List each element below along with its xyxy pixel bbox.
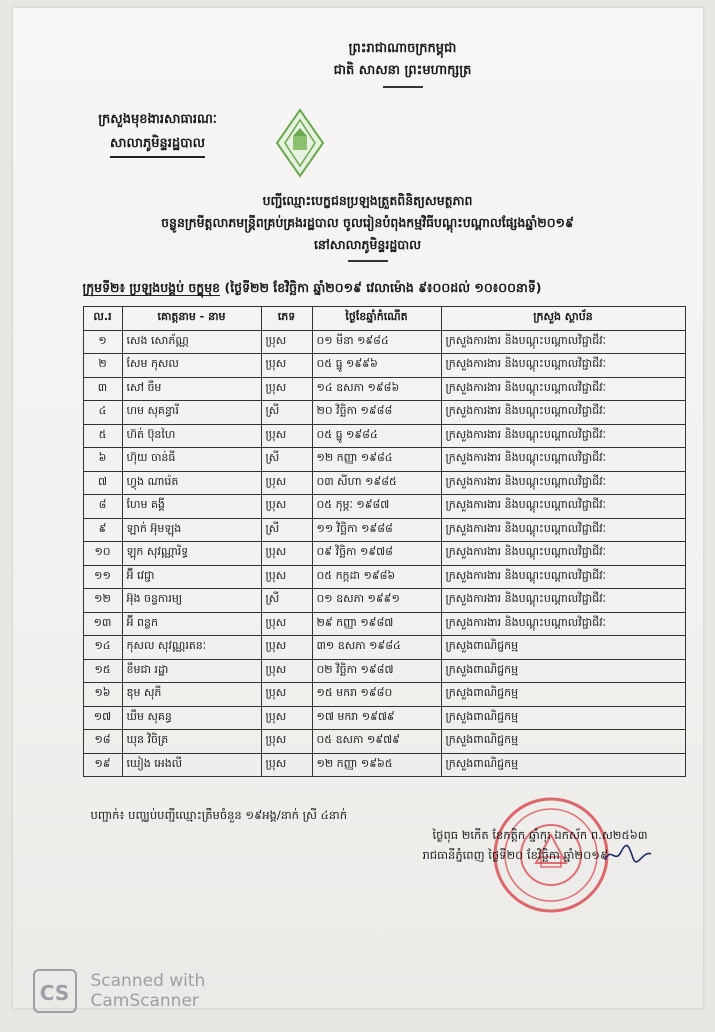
cell-name: ហម សុគន្ធារី: [122, 401, 261, 425]
cell-institution: ក្រសួងការងារ និងបណ្តុះបណ្តាលវិជ្ជាជីវៈ: [441, 495, 685, 519]
cell-dob: ១១ វិច្ឆិកា ១៩៨៨: [312, 518, 441, 542]
cell-dob: ៣១ ឧសភា ១៩៨៤: [312, 636, 441, 660]
candidate-table: [83, 306, 686, 777]
table-row: [83, 683, 685, 707]
cell-name: ឡុក សុវណ្ណារិទ្ធ: [122, 542, 261, 566]
cell-dob: ០៥ ធ្នូ ១៩៨៤: [312, 424, 441, 448]
cell-sex: ប្រុស: [261, 424, 312, 448]
cell-name: សៅ ចឹម: [122, 377, 261, 401]
school-name: សាលាភូមិន្ទរដ្ឋបាល: [110, 132, 205, 158]
cell-institution: ក្រសួងការងារ និងបណ្តុះបណ្តាលវិជ្ជាជីវៈ: [441, 354, 685, 378]
cell-dob: ០៣ សីហា ១៩៨៥: [312, 471, 441, 495]
header-name: គោត្តនាម - នាម: [122, 307, 261, 331]
cell-sex: ប្រុស: [261, 753, 312, 777]
group-detail: (ថ្ងៃទី២២ ខែវិច្ឆិកា ឆ្នាំ២០១៩ វេលាម៉ោង ៩៖០០ដល់ ១០៖០០នាទី): [220, 280, 542, 295]
table-row: [83, 330, 685, 354]
cell-name: ហ៊ុយ ចាន់ធី: [122, 448, 261, 472]
table-row: [83, 730, 685, 754]
cell-institution: ក្រសួងពាណិជ្ជកម្ម: [441, 683, 685, 707]
cell-sex: ប្រុស: [261, 495, 312, 519]
lunar-date: ថ្ងៃពុធ ២កើត ខែកត្តិក ឆ្នាំកុរ ឯកស័ក ព.ស២៥៦៣: [432, 828, 648, 842]
table-row: [83, 706, 685, 730]
table-row: [83, 753, 685, 777]
header-sex: ភេទ: [261, 307, 312, 331]
header-ornament: [383, 84, 423, 90]
cell-name: សេង សោភ័ណ្ណ: [122, 330, 261, 354]
cell-name: ឡាក់ អ៊ុមឡុង: [122, 518, 261, 542]
cell-sex: ប្រុស: [261, 683, 312, 707]
ministry-name: ក្រសួងមុខងារសាធារណៈ: [98, 112, 217, 127]
cell-name: ខឹមជា រដ្ឋា: [122, 659, 261, 683]
camscanner-watermark: [33, 965, 263, 1015]
kingdom-title: ព្រះរាជាណាចក្រកម្ពុជា: [348, 41, 457, 56]
table-row: [83, 636, 685, 660]
cell-no: ១៤: [83, 636, 122, 660]
watermark-line-1: Scanned with: [90, 971, 206, 991]
cell-institution: ក្រសួងពាណិជ្ជកម្ម: [441, 636, 685, 660]
cell-institution: ក្រសួងពាណិជ្ជកម្ម: [441, 730, 685, 754]
cell-no: ១៩: [83, 753, 122, 777]
signature-icon: [603, 842, 653, 866]
table-row: [83, 377, 685, 401]
note: បញ្ជាក់៖ បញ្ឈប់បញ្ជីឈ្មោះត្រឹមចំនួន ១៩អង្គ/នាក់ ស្រី ៤នាក់: [90, 808, 348, 822]
cell-dob: ១២ កញ្ញា ១៩៨៤: [312, 448, 441, 472]
cell-dob: ០៥ ឧសភា ១៩៧៩: [312, 730, 441, 754]
ministry-block: [58, 108, 258, 158]
cell-no: ៩: [83, 518, 122, 542]
cell-no: ៣: [83, 377, 122, 401]
cell-name: ឃុន វិចិត្រ: [122, 730, 261, 754]
cell-sex: ស្រី: [261, 401, 312, 425]
cell-dob: ០១ ឧសភា ១៩៩១: [312, 589, 441, 613]
cell-sex: ប្រុស: [261, 612, 312, 636]
cell-no: ៨: [83, 495, 122, 519]
cell-institution: ក្រសួងការងារ និងបណ្តុះបណ្តាលវិជ្ជាជីវៈ: [441, 448, 685, 472]
document-page: [13, 8, 703, 1011]
document-title: [73, 190, 663, 262]
title-ornament: [348, 260, 388, 262]
table-row: [83, 542, 685, 566]
cell-dob: ១៥ មករា ១៩៨០: [312, 683, 441, 707]
cell-sex: ស្រី: [261, 448, 312, 472]
cell-dob: ០៩ វិច្ឆិកា ១៩៧៨: [312, 542, 441, 566]
cell-dob: ២៩ កញ្ញា ១៩៨៧: [312, 612, 441, 636]
cell-name: កុសល សុវណ្ណរតនៈ: [122, 636, 261, 660]
cell-dob: ០១ មីនា ១៩៨៤: [312, 330, 441, 354]
cell-institution: ក្រសួងការងារ និងបណ្តុះបណ្តាលវិជ្ជាជីវៈ: [441, 471, 685, 495]
cell-name: អ៊ី ពន្លក: [122, 612, 261, 636]
cell-name: សែម កុសល: [122, 354, 261, 378]
issue-date: រាជធានីភ្នំពេញ ថ្ងៃទី២០ ខែវិច្ឆិកា ឆ្នាំ២០១៩: [422, 848, 609, 862]
cell-sex: ប្រុស: [261, 706, 312, 730]
cell-no: ១១: [83, 565, 122, 589]
school-logo-icon: [275, 108, 325, 178]
table-row: [83, 612, 685, 636]
kingdom-header: [253, 38, 553, 90]
table-row: [83, 448, 685, 472]
table-row: [83, 424, 685, 448]
cell-sex: ប្រុស: [261, 636, 312, 660]
cell-dob: ២០ វិច្ឆិកា ១៩៨៨: [312, 401, 441, 425]
cell-no: ៧: [83, 471, 122, 495]
table-row: [83, 471, 685, 495]
cell-dob: ០២ វិច្ឆិកា ១៩៨៧: [312, 659, 441, 683]
table-row: [83, 401, 685, 425]
cell-dob: ០៥ កុម្ភៈ ១៩៨៧: [312, 495, 441, 519]
cell-sex: ប្រុស: [261, 377, 312, 401]
cell-name: ហែម គង្គី: [122, 495, 261, 519]
cell-no: ១៥: [83, 659, 122, 683]
cell-no: ១៨: [83, 730, 122, 754]
cell-no: ២: [83, 354, 122, 378]
cell-institution: ក្រសួងការងារ និងបណ្តុះបណ្តាលវិជ្ជាជីវៈ: [441, 589, 685, 613]
national-motto: ជាតិ សាសនា ព្រះមហាក្សត្រ: [333, 63, 472, 78]
header-institution: ក្រសួង ស្ថាប័ន: [441, 307, 685, 331]
cell-no: ១: [83, 330, 122, 354]
cell-no: ១៧: [83, 706, 122, 730]
cell-sex: ប្រុស: [261, 730, 312, 754]
cell-institution: ក្រសួងពាណិជ្ជកម្ម: [441, 659, 685, 683]
title-line-2: ចន្លូនក្រមីត្តលាភមន្ត្រីពគ្រប់គ្រងរដ្ឋបាល ចូលរៀនបំពុងកម្មវិធីបណ្តុះបណ្តាលផ្សែងឆ្នាំ២០១៩: [161, 215, 574, 230]
cell-institution: ក្រសួងការងារ និងបណ្តុះបណ្តាលវិជ្ជាជីវៈ: [441, 377, 685, 401]
cell-name: ឃឹម សុគន្ធ: [122, 706, 261, 730]
title-line-3: នៅសាលាភូមិន្ទរដ្ឋបាល: [313, 237, 422, 252]
cell-no: ៤: [83, 401, 122, 425]
cell-name: អ៊ុង ចន្ទការម្យ: [122, 589, 261, 613]
table-row: [83, 495, 685, 519]
cell-name: ហ្វុង ណារ៉េត: [122, 471, 261, 495]
cell-no: ៥: [83, 424, 122, 448]
cell-sex: ប្រុស: [261, 471, 312, 495]
table-row: [83, 565, 685, 589]
cell-sex: ស្រី: [261, 518, 312, 542]
header-no: ល.រ: [83, 307, 122, 331]
cell-no: ១៦: [83, 683, 122, 707]
cell-sex: ប្រុស: [261, 659, 312, 683]
cell-institution: ក្រសួងការងារ និងបណ្តុះបណ្តាលវិជ្ជាជីវៈ: [441, 401, 685, 425]
cell-dob: ១២ កញ្ញា ១៩៦៥: [312, 753, 441, 777]
cell-dob: ០៥ កក្កដា ១៩៨៦: [312, 565, 441, 589]
title-line-1: បញ្ជីឈ្មោះបេក្ខជនប្រឡងត្រួតពិនិត្យសមត្ថភាព: [262, 193, 473, 208]
cell-name: ហ៊ត់ ប៊ុនហៃ: [122, 424, 261, 448]
cell-dob: ១៧ មករា ១៩៧៩: [312, 706, 441, 730]
cell-institution: ក្រសួងការងារ និងបណ្តុះបណ្តាលវិជ្ជាជីវៈ: [441, 542, 685, 566]
table-row: [83, 659, 685, 683]
cell-institution: ក្រសួងការងារ និងបណ្តុះបណ្តាលវិជ្ជាជីវៈ: [441, 518, 685, 542]
cell-sex: ប្រុស: [261, 354, 312, 378]
cell-institution: ក្រសួងការងារ និងបណ្តុះបណ្តាលវិជ្ជាជីវៈ: [441, 330, 685, 354]
table-row: [83, 518, 685, 542]
table-header-row: [83, 307, 685, 331]
cell-institution: ក្រសួងការងារ និងបណ្តុះបណ្តាលវិជ្ជាជីវៈ: [441, 565, 685, 589]
watermark-line-2: CamScanner: [90, 991, 199, 1011]
group-line: [83, 280, 683, 299]
camscanner-logo: CS: [33, 969, 77, 1013]
cell-no: ៦: [83, 448, 122, 472]
cell-sex: ប្រុស: [261, 330, 312, 354]
group-label: ក្រុមទី២៖ ប្រឡងបង្គប់ ចក្ខុមុខ: [82, 280, 221, 295]
cell-no: ១២: [83, 589, 122, 613]
cell-dob: ១៤ ឧសភា ១៩៨៦: [312, 377, 441, 401]
cell-institution: ក្រសួងពាណិជ្ជកម្ម: [441, 706, 685, 730]
table-row: [83, 354, 685, 378]
cell-name: ឃៀង អេងលី: [122, 753, 261, 777]
cell-institution: ក្រសួងពាណិជ្ជកម្ម: [441, 753, 685, 777]
cell-no: ១០: [83, 542, 122, 566]
cell-institution: ក្រសួងការងារ និងបណ្តុះបណ្តាលវិជ្ជាជីវៈ: [441, 424, 685, 448]
table-row: [83, 589, 685, 613]
header-dob: ថ្ងៃខែឆ្នាំកំណើត: [312, 307, 441, 331]
cell-sex: ស្រី: [261, 589, 312, 613]
cell-no: ១៣: [83, 612, 122, 636]
cell-dob: ០៥ ធ្នូ ១៩៩៦: [312, 354, 441, 378]
cell-institution: ក្រសួងការងារ និងបណ្តុះបណ្តាលវិជ្ជាជីវៈ: [441, 612, 685, 636]
cell-sex: ប្រុស: [261, 542, 312, 566]
cell-name: ឌុម សុភី: [122, 683, 261, 707]
cell-sex: ប្រុស: [261, 565, 312, 589]
cell-name: អ៊ី វេជ្ជា: [122, 565, 261, 589]
